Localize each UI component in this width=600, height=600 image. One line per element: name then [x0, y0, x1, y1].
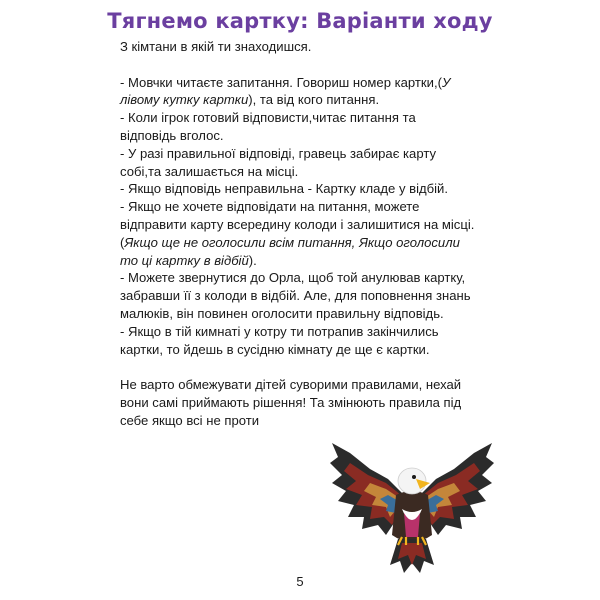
text-run: відправити карту всередину колоди і залишитися на місці. [120, 216, 475, 232]
text-run: - Можете звернутися до Орла, щоб той анулював картку, [120, 270, 466, 286]
text-line [120, 412, 515, 430]
text-line [120, 323, 515, 341]
text-run: - Коли ігрок готовий відповисти,читає питання та [120, 110, 416, 126]
text-run: картки, то йдешь в сусідню кімнату де ще є картки. [120, 341, 430, 357]
page-number: 5 [296, 574, 304, 589]
text-run: - Якщо не хочете відповідати на питання, можете [120, 199, 420, 215]
blank-line [120, 56, 515, 74]
text-line [120, 109, 515, 127]
text-run: - Якщо відповідь неправильна - Картку кладе у відбій. [120, 181, 448, 197]
text-run: ), та від кого питання. [248, 92, 380, 108]
page-title: Тягнемо картку: Варіанти ходу [107, 9, 493, 33]
text-run: собі,та залишається на місці. [120, 163, 299, 179]
text-line [120, 234, 515, 252]
text-run: Не варто обмежувати дітей суворими правилами, нехай [120, 377, 462, 393]
italic-text-run: У [441, 74, 451, 90]
text-run: З кімтани в якій ти знаходишся. [120, 39, 312, 54]
text-run: - Мовчки читаєте запитання. Говориш номер картки,( [120, 74, 442, 90]
body-text [120, 38, 515, 430]
text-line [120, 394, 515, 412]
text-line [120, 341, 515, 359]
text-line [120, 287, 515, 305]
text-line [120, 74, 515, 92]
text-line [120, 127, 515, 145]
text-line [120, 38, 515, 56]
text-line [120, 252, 515, 270]
text-line [120, 145, 515, 163]
eagle-illustration [328, 439, 496, 577]
text-line [120, 180, 515, 198]
text-run: ). [248, 252, 257, 268]
text-run: відповідь вголос. [120, 127, 224, 143]
text-line [120, 198, 515, 216]
text-line [120, 163, 515, 181]
text-line [120, 376, 515, 394]
text-line [120, 305, 515, 323]
text-run: вони самі приймають рішення! Та змінюють правила під [120, 394, 462, 410]
text-line [120, 216, 515, 234]
text-run: забравши її з колоди в відбій. Але, для поповнення знань [120, 288, 471, 304]
text-run: себе якщо всі не проти [120, 412, 260, 428]
text-run: - У разі правильної відповіді, гравець забирає карту [120, 145, 437, 161]
text-line [120, 91, 515, 109]
blank-line [120, 358, 515, 376]
text-run: малюків, він повинен оголосити правильну відповідь. [120, 305, 444, 321]
italic-text-run: то ці картку в відбій [120, 252, 249, 268]
text-line [120, 269, 515, 287]
italic-text-run: Якщо ще не оголосили всім питання, Якщо оголосили [124, 234, 460, 250]
text-run: - Якщо в тій кимнаті у котру ти потрапив закінчились [120, 323, 439, 339]
italic-text-run: лівому кутку картки [120, 92, 249, 108]
text-run: ( [120, 234, 125, 250]
